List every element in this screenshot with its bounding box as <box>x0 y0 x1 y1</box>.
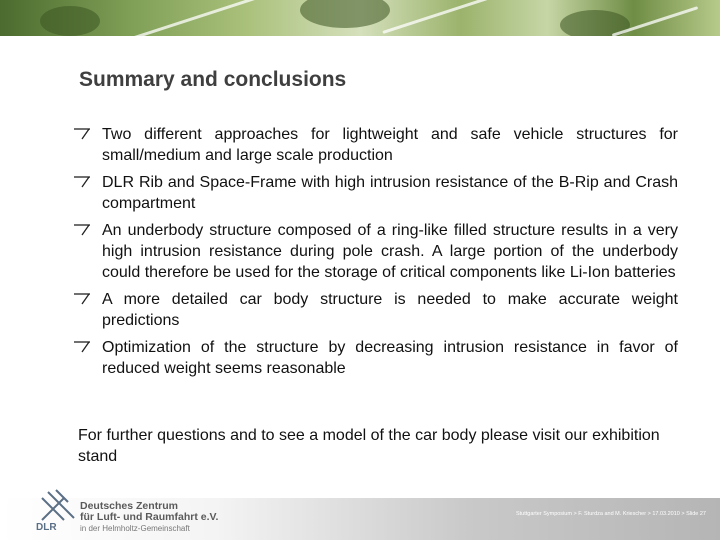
logo-text: DLR <box>36 522 57 532</box>
bullet-text: DLR Rib and Space-Frame with high intrusion resistance of the B-Rip and Crash compartment <box>102 174 678 212</box>
bullet-text: A more detailed car body structure is needed to make accurate weight predictions <box>102 291 678 329</box>
arrow-bullet-icon <box>73 340 91 354</box>
org-line-2: für Luft- und Raumfahrt e.V. <box>80 511 219 523</box>
bullet-item <box>70 289 678 331</box>
slide-title: Summary and conclusions <box>79 68 347 91</box>
arrow-bullet-icon <box>73 223 91 237</box>
dlr-logo-icon <box>34 488 78 532</box>
bullet-item <box>70 172 678 214</box>
closing-note: For further questions and to see a model of the car body please visit our exhibition stand <box>78 427 660 465</box>
arrow-bullet-icon <box>73 175 91 189</box>
organization-name <box>80 501 218 534</box>
bullet-text: An underbody structure composed of a ring-like filled structure results in a very high intrusion resistance during pole crash. A large portion of the underbody could therefore be used for the storage of critical components like Li-Ion batteries <box>102 222 678 281</box>
arrow-bullet-icon <box>73 127 91 141</box>
arrow-bullet-icon <box>73 292 91 306</box>
bullet-item <box>70 220 678 283</box>
bullet-text: Two different approaches for lightweight and safe vehicle structures for small/medium and large scale production <box>102 126 678 164</box>
header-banner-image <box>0 0 720 36</box>
org-line-3: in der Helmholtz-Gemeinschaft <box>80 524 190 533</box>
bullet-item <box>70 124 678 166</box>
bullet-list <box>70 124 678 385</box>
bullet-item <box>70 337 678 379</box>
footer-meta: Stuttgarter Symposium > F. Sturdza and M. Kriescher > 17.03.2010 > Slide 27 <box>515 511 706 517</box>
bullet-text: Optimization of the structure by decreasing intrusion resistance in favor of reduced weight seems reasonable <box>102 339 678 377</box>
org-line-1: Deutsches Zentrum <box>80 500 179 512</box>
